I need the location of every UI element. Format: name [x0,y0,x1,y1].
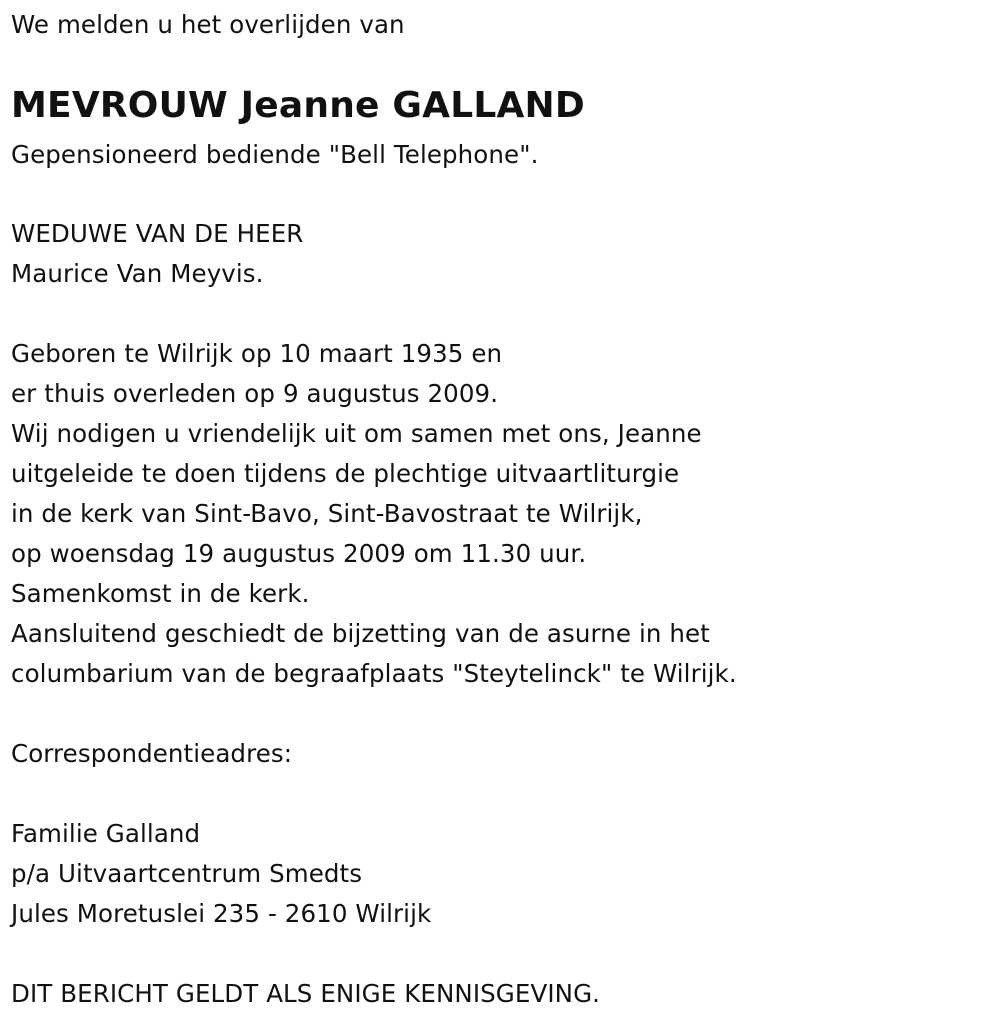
body-line: in de kerk van Sint-Bavo, Sint-Bavostraat te Wilrijk, [11,499,643,528]
body-line: Geboren te Wilrijk op 10 maart 1935 en [11,339,503,368]
body-line: Samenkomst in de kerk. [11,579,310,608]
intro-text: We melden u het overlijden van [11,10,405,39]
address-line: p/a Uitvaartcentrum Smedts [11,859,363,888]
body-line: Aansluitend geschiedt de bijzetting van de asurne in het [11,619,710,648]
deceased-name: MEVROUW Jeanne GALLAND [11,85,585,126]
occupation-text: Gepensioneerd bediende "Bell Telephone". [11,140,539,169]
body-line: op woensdag 19 augustus 2009 om 11.30 uur. [11,539,587,568]
closing-statement: DIT BERICHT GELDT ALS ENIGE KENNISGEVING. [11,979,601,1008]
body-line: uitgeleide te doen tijdens de plechtige uitvaartliturgie [11,459,680,488]
body-line: Wij nodigen u vriendelijk uit om samen met ons, Jeanne [11,419,702,448]
body-line: columbarium van de begraafplaats "Steytelinck" te Wilrijk. [11,659,737,688]
correspondence-label: Correspondentieadres: [11,739,293,768]
address-line: Jules Moretuslei 235 - 2610 Wilrijk [11,899,432,928]
address-line: Familie Galland [11,819,201,848]
body-line: er thuis overleden op 9 augustus 2009. [11,379,499,408]
widow-heading: WEDUWE VAN DE HEER [11,219,304,248]
spouse-name: Maurice Van Meyvis. [11,259,264,288]
